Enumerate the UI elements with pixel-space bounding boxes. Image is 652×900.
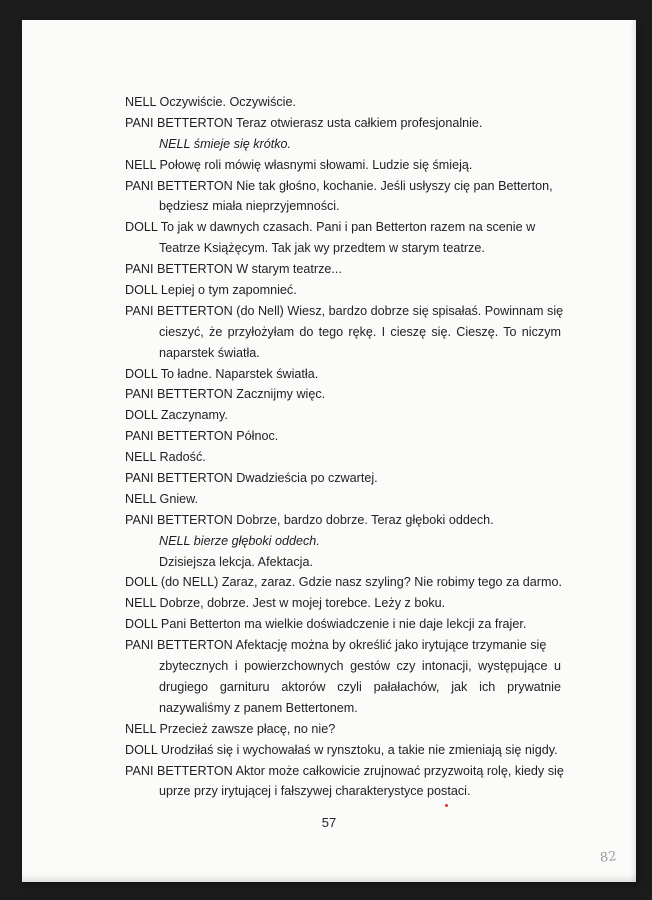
stage-direction: NELL śmieje się krótko. xyxy=(159,136,292,151)
text-line: NELL Dobrze, dobrze. Jest w mojej torebce. Leży z boku. xyxy=(125,596,446,611)
text-line-continuation: uprze przy irytującej i fałszywej charakterystyce postaci. xyxy=(159,784,471,799)
text-line: NELL Połowę roli mówię własnymi słowami. Ludzie się śmieją. xyxy=(125,157,473,172)
text-line-continuation: Dzisiejsza lekcja. Afektacja. xyxy=(159,554,313,569)
page-number: 57 xyxy=(321,815,337,830)
text-line: PANI BETTERTON Dwadzieścia po czwartej. xyxy=(125,471,378,486)
text-line: PANI BETTERTON Dobrze, bardzo dobrze. Teraz głęboki oddech. xyxy=(125,512,494,527)
page-shadow-bottom xyxy=(22,874,636,882)
text-line-continuation: naparstek światła. xyxy=(159,345,260,360)
text-line: NELL Oczywiście. Oczywiście. xyxy=(125,95,296,109)
text-line: DOLL Urodziłaś się i wychowałaś w rynsztoku, a takie nie zmieniają się nigdy. xyxy=(125,742,558,757)
text-line: DOLL Zaczynamy. xyxy=(125,408,228,423)
document-body xyxy=(125,92,564,802)
text-line: DOLL To jak w dawnych czasach. Pani i pan Betterton razem na scenie w xyxy=(125,220,536,235)
text-line: DOLL (do NELL) Zaraz, zaraz. Gdzie nasz szyling? Nie robimy tego za darmo. xyxy=(125,575,562,590)
text-line: PANI BETTERTON Aktor może całkowicie zrujnować przyzwoitą rolę, kiedy się xyxy=(125,763,564,778)
page-shadow-right xyxy=(630,20,636,882)
text-line: PANI BETTERTON (do Nell) Wiesz, bardzo dobrze się spisałaś. Powinnam się xyxy=(125,303,564,318)
text-line: PANI BETTERTON Północ. xyxy=(125,429,279,444)
text-line: DOLL Lepiej o tym zapomnieć. xyxy=(125,283,297,298)
text-line-continuation: Teatrze Książęcym. Tak jak wy przedtem w starym teatrze. xyxy=(159,241,485,256)
text-line: NELL Przecież zawsze płacę, no nie? xyxy=(125,721,336,736)
text-line: DOLL To ładne. Naparstek światła. xyxy=(125,366,319,381)
text-line-continuation: zbytecznych i powierzchownych gestów czy intonacji, występujące u xyxy=(159,659,561,674)
text-line-continuation: nazywaliśmy z panem Bettertonem. xyxy=(159,700,358,715)
text-line: PANI BETTERTON Nie tak głośno, kochanie. Jeśli usłyszy cię pan Betterton, xyxy=(125,178,553,193)
text-line: NELL Gniew. xyxy=(125,491,199,506)
margin-note: 82 xyxy=(599,849,618,866)
text-line: PANI BETTERTON W starym teatrze... xyxy=(125,262,342,277)
text-line-continuation: będziesz miała nieprzyjemności. xyxy=(159,199,340,214)
text-line: PANI BETTERTON Teraz otwierasz usta całkiem profesjonalnie. xyxy=(125,115,483,130)
stage-direction: NELL bierze głęboki oddech. xyxy=(159,533,320,548)
text-line-continuation: drugiego garnituru aktorów czyli pałałachów, jak ich prywatnie xyxy=(159,679,561,694)
text-line: DOLL Pani Betterton ma wielkie doświadczenie i nie daje lekcji za frajer. xyxy=(125,617,527,632)
document-page xyxy=(22,20,636,882)
text-line: NELL Radość. xyxy=(125,450,206,465)
ink-dot xyxy=(445,804,448,807)
text-line: PANI BETTERTON Afektację można by określić jako irytujące trzymanie się xyxy=(125,638,547,653)
text-line: PANI BETTERTON Zacznijmy więc. xyxy=(125,387,326,402)
text-line-continuation: cieszyć, że przyłożyłam do tego rękę. I cieszę się. Cieszę. To niczym xyxy=(159,324,561,339)
